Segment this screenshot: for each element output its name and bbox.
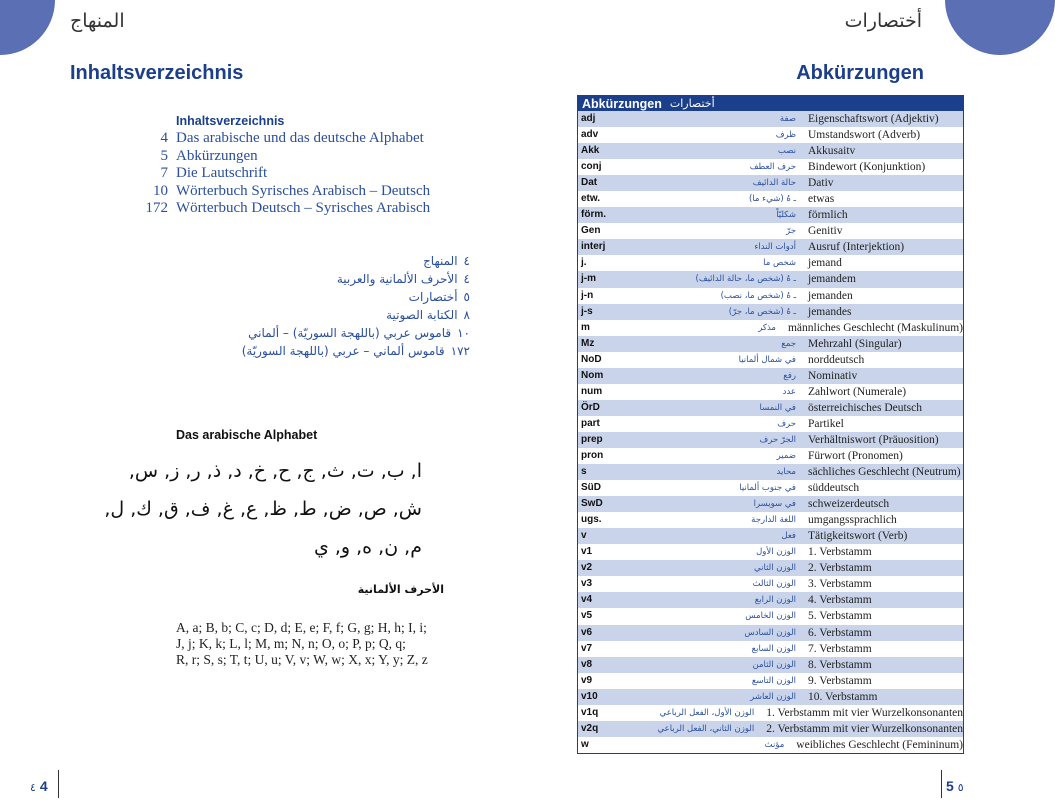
german-cell: Umstandswort (Adverb) xyxy=(808,129,921,142)
toc-label: Die Lautschrift xyxy=(176,165,268,181)
toc-ar-item xyxy=(230,270,470,288)
abbr-cell: förm. xyxy=(581,209,606,221)
table-row xyxy=(578,544,963,560)
toc-label: Wörterbuch Deutsch – Syrisches Arabisch xyxy=(176,200,431,216)
page-number-divider xyxy=(58,770,59,798)
german-cell: Bindewort (Konjunktion) xyxy=(808,161,926,174)
abbr-cell: j-m xyxy=(581,273,596,285)
table-row xyxy=(578,721,963,737)
table-row xyxy=(578,608,963,624)
toc-label: Wörterbuch Syrisches Arabisch – Deutsch xyxy=(176,182,431,199)
arabic-cell: الوزن السابع xyxy=(751,643,796,654)
page-number-divider xyxy=(941,770,942,798)
toc-label: Abkürzungen xyxy=(176,147,258,164)
arabic-cell: رفع xyxy=(783,370,796,381)
german-cell: 6. Verbstamm xyxy=(808,626,872,639)
arabic-cell: في سويسرا xyxy=(753,499,796,510)
abbr-cell: v6 xyxy=(581,626,593,638)
toc-ar-label: المنهاج xyxy=(423,254,458,268)
table-row xyxy=(578,336,963,352)
abbreviations-table xyxy=(577,95,964,754)
arabic-cell: ضمير xyxy=(776,450,796,461)
german-cell: etwas xyxy=(808,193,835,206)
german-cell: 8. Verbstamm xyxy=(808,658,872,671)
german-cell: jemandem xyxy=(808,273,856,286)
german-cell: Dativ xyxy=(808,177,834,190)
toc-ar-label: قاموس ألماني – عربي (باللهجة السوريّة) xyxy=(241,344,445,358)
toc-item xyxy=(130,165,430,183)
page-number: 5 xyxy=(946,778,954,794)
abbr-cell: Nom xyxy=(581,369,604,381)
german-cell: männliches Geschlecht (Maskulinum) xyxy=(787,321,963,334)
toc-ar-item xyxy=(230,324,470,342)
arabic-cell: أدوات النداء xyxy=(754,242,796,253)
abbr-cell: v xyxy=(581,530,587,542)
running-head-right: أختصارات xyxy=(844,10,922,32)
german-cell: 2. Verbstamm xyxy=(808,562,872,575)
table-row xyxy=(578,641,963,657)
german-cell: Zahlwort (Numerale) xyxy=(808,385,907,398)
german-cell: 10. Verbstamm xyxy=(808,690,878,703)
toc-ar-page: ٨ xyxy=(463,308,470,322)
abbr-cell: Dat xyxy=(581,177,598,189)
arabic-cell: الوزن العاشر xyxy=(750,691,796,702)
corner-decoration-left xyxy=(0,0,55,55)
abbr-cell: v9 xyxy=(581,674,593,686)
german-cell: 3. Verbstamm xyxy=(808,578,872,591)
page-number: 4 xyxy=(39,778,48,794)
table-row xyxy=(578,480,963,496)
arabic-cell: الوزن الثامن xyxy=(752,659,796,670)
arabic-alphabet-line: م, ن, ه, و, ي xyxy=(313,536,422,558)
table-row xyxy=(578,320,963,336)
german-cell: Fürwort (Pronomen) xyxy=(808,449,903,462)
german-cell: 1. Verbstamm mit vier Wurzelkonsonanten xyxy=(766,706,963,719)
toc-page: 4 xyxy=(160,130,168,146)
arabic-cell: محايد xyxy=(776,467,796,478)
arabic-cell: الوزن الثالث xyxy=(752,579,796,590)
table-row xyxy=(578,689,963,705)
toc-heading: Inhaltsverzeichnis xyxy=(176,114,285,128)
abbr-cell: v4 xyxy=(581,594,593,606)
german-alphabet-line: R, r; S, s; T, t; U, u; V, v; W, w; X, x; Y, y; Z, z xyxy=(176,652,428,667)
table-row xyxy=(578,239,963,255)
arabic-cell: جمع xyxy=(781,338,796,349)
toc-page: 172 xyxy=(145,200,168,216)
table-header-de: Abkürzungen xyxy=(582,96,662,111)
table-row xyxy=(578,657,963,673)
german-cell: Verhältniswort (Präuosition) xyxy=(808,433,939,446)
arabic-cell: الوزن التاسع xyxy=(751,675,796,686)
arabic-cell: الوزن الثاني xyxy=(754,563,796,574)
german-cell: jemanden xyxy=(808,289,853,302)
table-row xyxy=(578,127,963,143)
arabic-cell: مؤنث xyxy=(764,739,785,750)
arabic-alphabet-line: ا, ب, ت, ث, ج, ح, خ, د, ذ, ر, ز, س, xyxy=(128,460,422,482)
arabic-cell: اللغة الدارجة xyxy=(751,515,796,526)
abbr-cell: w xyxy=(581,738,589,750)
table-row xyxy=(578,528,963,544)
toc-ar-item xyxy=(230,342,470,360)
table-row xyxy=(578,448,963,464)
abbr-cell: v5 xyxy=(581,610,593,622)
german-cell: Akkusaitv xyxy=(808,145,856,158)
abbr-cell: SwD xyxy=(581,498,603,510)
abbr-cell: ÖrD xyxy=(581,401,600,413)
abbr-cell: conj xyxy=(581,161,602,173)
abbr-cell: num xyxy=(581,385,603,397)
abbr-cell: v7 xyxy=(581,642,593,654)
german-cell: Eigenschaftswort (Adjektiv) xyxy=(808,113,939,125)
page-number-ar: ٤ xyxy=(30,781,36,794)
arabic-cell: الجرّ حرف xyxy=(759,434,796,445)
table-row xyxy=(578,304,963,320)
abbr-cell: pron xyxy=(581,449,604,461)
page-title-left: Inhaltsverzeichnis xyxy=(70,62,244,84)
arabic-cell: جرّ xyxy=(786,226,796,237)
abbr-cell: interj xyxy=(581,241,606,253)
arabic-cell: الوزن الأول xyxy=(756,547,796,558)
toc-ar-item xyxy=(230,288,470,306)
abbr-cell: adj xyxy=(581,113,596,124)
german-cell: förmlich xyxy=(808,209,848,222)
table-row xyxy=(578,560,963,576)
german-cell: 2. Verbstamm mit vier Wurzelkonsonanten xyxy=(766,722,963,735)
german-cell: 4. Verbstamm xyxy=(808,594,872,607)
abbr-cell: v1 xyxy=(581,546,593,558)
arabic-alphabet-heading: Das arabische Alphabet xyxy=(176,428,318,442)
abbr-cell: j-n xyxy=(581,289,594,301)
table-row xyxy=(578,400,963,416)
german-cell: 5. Verbstamm xyxy=(808,610,872,623)
abbr-cell: s xyxy=(581,466,587,478)
toc-ar-label: الأحرف الألمانية والعربية xyxy=(336,272,458,286)
abbr-cell: prep xyxy=(581,433,603,445)
page-number-right xyxy=(946,778,964,794)
table-row xyxy=(578,207,963,223)
german-cell: norddeutsch xyxy=(808,353,865,366)
arabic-cell: حرف العطف xyxy=(749,162,796,173)
abbr-cell: v1q xyxy=(581,706,599,718)
table-body xyxy=(578,111,963,753)
table-row xyxy=(578,432,963,448)
toc-ar-page: ١٧٢ xyxy=(450,344,470,358)
german-cell: 9. Verbstamm xyxy=(808,674,872,687)
corner-decoration-right xyxy=(945,0,1055,55)
abbr-cell: Akk xyxy=(581,145,600,157)
table-row xyxy=(578,673,963,689)
arabic-cell: في النمسا xyxy=(759,402,796,413)
arabic-cell: الوزن الرابع xyxy=(754,595,796,606)
arabic-cell: حرف xyxy=(777,418,796,429)
toc-list-arabic xyxy=(230,252,470,360)
table-row xyxy=(578,592,963,608)
toc-page: 5 xyxy=(160,147,168,164)
arabic-cell: الوزن السادس xyxy=(744,627,796,638)
arabic-alphabet xyxy=(104,452,422,566)
abbr-cell: adv xyxy=(581,129,599,141)
page-number-ar: ٥ xyxy=(957,781,964,794)
german-cell: österreichisches Deutsch xyxy=(808,401,923,414)
german-cell: jemandes xyxy=(808,305,852,318)
toc-ar-page: ١٠ xyxy=(457,326,470,340)
table-row xyxy=(578,625,963,641)
german-cell: 1. Verbstamm xyxy=(808,546,872,559)
table-row xyxy=(578,416,963,432)
arabic-cell: الوزن الخامس xyxy=(745,611,796,622)
toc-page: 7 xyxy=(160,165,168,181)
table-row xyxy=(578,111,963,127)
arabic-cell: صفة xyxy=(779,114,796,124)
arabic-cell: حالة الدائيف xyxy=(752,178,796,189)
abbr-cell: m xyxy=(581,321,590,333)
table-header-ar: أختصارات xyxy=(669,97,715,110)
arabic-cell: شكليّاً xyxy=(776,210,796,221)
abbr-cell: NoD xyxy=(581,353,602,365)
toc-label: Das arabische und das deutsche Alphabet xyxy=(176,130,424,146)
german-cell: umgangssprachlich xyxy=(808,514,897,527)
german-cell: Partikel xyxy=(808,417,844,430)
abbr-cell: Mz xyxy=(581,337,595,349)
table-row xyxy=(578,271,963,287)
table-row xyxy=(578,143,963,159)
german-cell: Ausruf (Interjektion) xyxy=(808,241,905,254)
abbr-cell: j-s xyxy=(581,305,593,317)
abbr-cell: v10 xyxy=(581,690,598,702)
table-row xyxy=(578,159,963,175)
arabic-cell: ـ هُ (شخص ما، حالة الدائيف) xyxy=(695,274,796,285)
german-cell: Genitiv xyxy=(808,225,843,238)
german-alphabet-heading: الأحرف الألمانية xyxy=(357,583,444,596)
arabic-cell: ـ هُ (شخص ما، نصب) xyxy=(720,290,796,301)
table-row xyxy=(578,352,963,368)
table-row xyxy=(578,223,963,239)
table-row xyxy=(578,175,963,191)
abbr-cell: Gen xyxy=(581,225,601,237)
arabic-cell: ـ هُ (شخص ما، جرّ) xyxy=(728,306,796,317)
abbr-cell: v3 xyxy=(581,578,593,590)
german-cell: Mehrzahl (Singular) xyxy=(808,337,902,350)
german-alphabet xyxy=(176,620,428,668)
table-header xyxy=(578,96,963,111)
abbr-cell: etw. xyxy=(581,193,601,205)
german-cell: sächliches Geschlecht (Neutrum) xyxy=(808,466,961,479)
toc-list xyxy=(130,130,430,218)
arabic-cell: مذكر xyxy=(758,322,776,333)
arabic-cell: في شمال ألمانيا xyxy=(738,354,796,365)
toc-page: 10 xyxy=(153,182,168,199)
abbr-cell: SüD xyxy=(581,482,601,494)
toc-item xyxy=(130,200,430,218)
arabic-cell: الوزن الثاني، الفعل الرباعي xyxy=(657,723,755,734)
abbr-cell: v2q xyxy=(581,722,599,734)
arabic-cell: في جنوب ألمانيا xyxy=(739,483,796,494)
table-row xyxy=(578,737,963,753)
german-cell: weibliches Geschlecht (Femininum) xyxy=(796,738,963,751)
arabic-cell: ـ هُ (شيء ما) xyxy=(748,194,796,205)
toc-item xyxy=(130,148,430,166)
arabic-alphabet-line: ش, ص, ض, ط, ظ, ع, غ, ف, ق, ك, ل, xyxy=(104,498,422,520)
table-row xyxy=(578,512,963,528)
table-row xyxy=(578,576,963,592)
toc-ar-label: أختصارات xyxy=(408,290,458,304)
toc-ar-page: ٤ xyxy=(463,272,470,286)
arabic-cell: شخص ما xyxy=(763,258,796,269)
toc-ar-page: ٤ xyxy=(463,254,470,268)
arabic-cell: فعل xyxy=(781,531,796,542)
german-cell: Nominativ xyxy=(808,369,858,382)
german-cell: schweizerdeutsch xyxy=(808,498,890,511)
german-alphabet-line: A, a; B, b; C, c; D, d; E, e; F, f; G, g; H, h; I, i; xyxy=(176,620,427,635)
arabic-cell: الوزن الأول، الفعل الرباعي xyxy=(659,707,755,718)
abbr-cell: j. xyxy=(581,257,587,269)
german-cell: Tätigkeitswort (Verb) xyxy=(808,530,908,543)
table-row xyxy=(578,496,963,512)
table-row xyxy=(578,191,963,207)
german-cell: jemand xyxy=(808,257,842,270)
table-row xyxy=(578,288,963,304)
toc-ar-label: قاموس عربي (باللهجة السوريّة) – ألماني xyxy=(248,326,452,340)
german-alphabet-line: J, j; K, k; L, l; M, m; N, n; O, o; P, p; Q, q; xyxy=(176,636,406,651)
arabic-cell: نصب xyxy=(777,146,796,157)
german-cell: süddeutsch xyxy=(808,482,860,495)
abbr-cell: v2 xyxy=(581,562,593,574)
arabic-cell: عدد xyxy=(782,386,796,397)
running-head-left: المنهاج xyxy=(70,10,125,32)
toc-ar-page: ٥ xyxy=(463,290,470,304)
page-title-right: Abkürzungen xyxy=(796,62,924,84)
arabic-cell: ظرف xyxy=(775,130,796,141)
page-number-left xyxy=(30,778,48,794)
toc-ar-item xyxy=(230,306,470,324)
table-row xyxy=(578,705,963,721)
abbr-cell: ugs. xyxy=(581,514,602,526)
table-row xyxy=(578,464,963,480)
abbr-cell: part xyxy=(581,417,600,429)
toc-item xyxy=(130,183,430,201)
table-row xyxy=(578,368,963,384)
table-row xyxy=(578,255,963,271)
toc-ar-item xyxy=(230,252,470,270)
abbr-cell: v8 xyxy=(581,658,593,670)
table-row xyxy=(578,384,963,400)
toc-item xyxy=(130,130,430,148)
toc-ar-label: الكتابة الصوتية xyxy=(386,308,458,322)
german-cell: 7. Verbstamm xyxy=(808,642,872,655)
